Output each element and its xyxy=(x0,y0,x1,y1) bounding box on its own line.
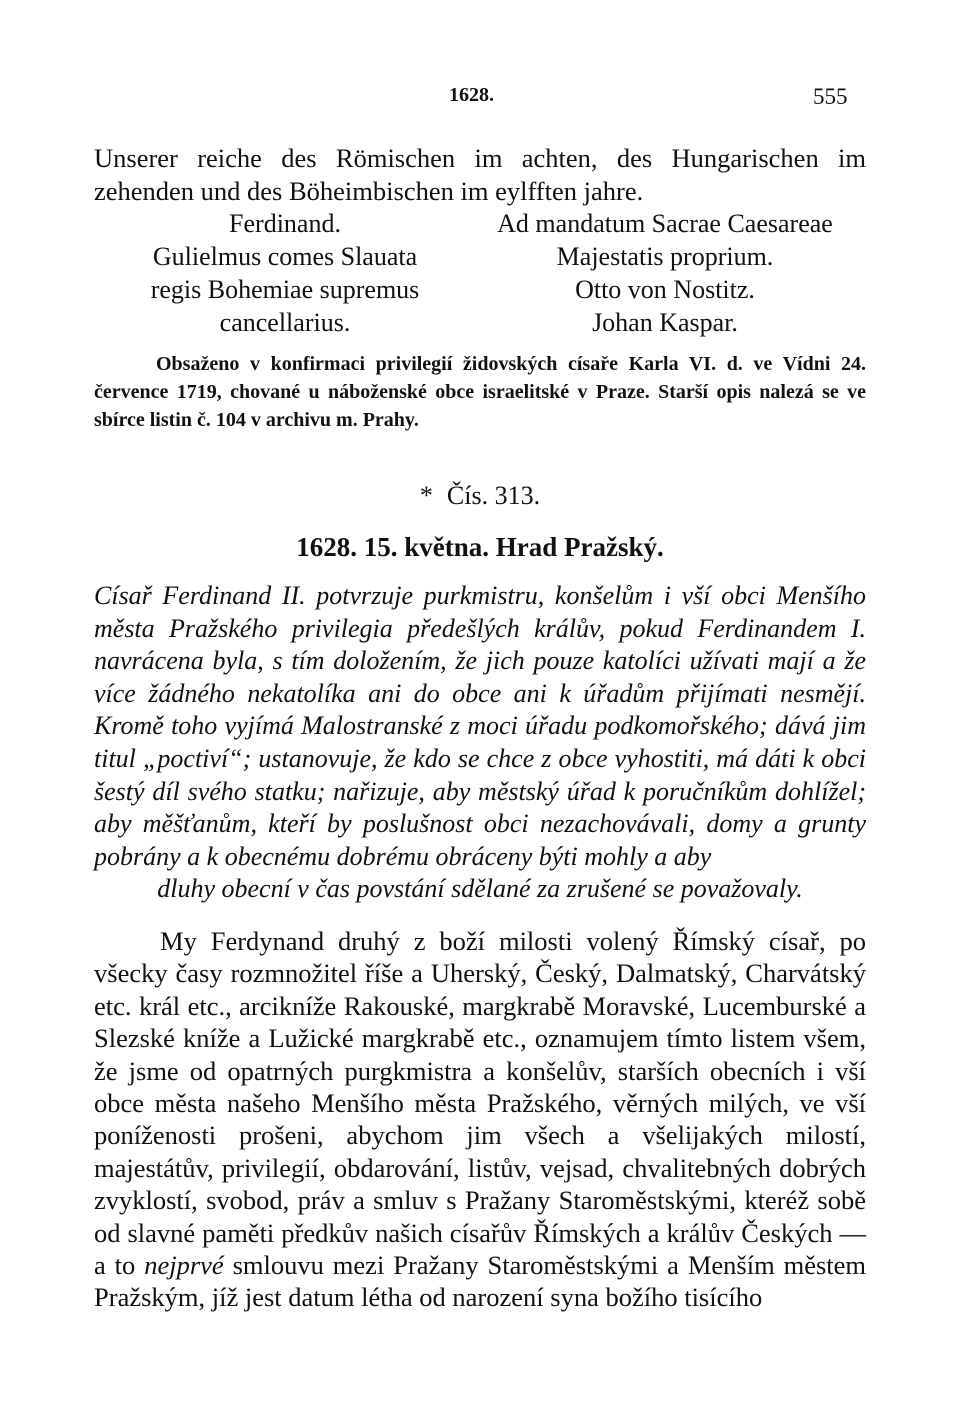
source-note-text: Obsaženo v konfirmaci privilegií židovských císaře Karla VI. d. ve Vídni 24. července 1719, chované u náboženské obce israelitské v Praze. Starší opis nalezá se ve sbírce listin č. 104 v archivu m. Prahy. xyxy=(94,353,866,431)
signature-line: Ferdinand. xyxy=(229,209,341,238)
signature-line: cancellarius. xyxy=(219,308,351,337)
signature-line: Johan Kaspar. xyxy=(592,308,738,337)
closing-formula xyxy=(94,142,866,208)
closing-text: Unserer reiche des Römischen im achten, des Hungarischen im zehenden und des Böheimbischen im eylfften jahre. xyxy=(94,143,866,206)
running-year: 1628. xyxy=(449,84,494,106)
asterisk-mark: * xyxy=(419,481,433,510)
document-date-place: 1628. 15. května. Hrad Pražský. xyxy=(296,532,664,562)
charter-paragraph xyxy=(94,925,866,1314)
signature-line: Gulielmus comes Slauata xyxy=(152,242,418,271)
signature-line: regis Bohemiae supremus xyxy=(150,275,420,304)
regest-last-line: dluhy obecní v čas povstání sdělané za zrušené se považovaly. xyxy=(157,874,803,904)
charter-text-after: smlouvu mezi Pražany Staroměstskými a Menším městem Pražským, jíž jest datum létha od narození syna božího tisícího xyxy=(94,1250,867,1313)
signature-line: Otto von Nostitz. xyxy=(575,275,755,304)
document-number xyxy=(0,479,960,513)
signature-left xyxy=(120,207,450,339)
regest xyxy=(94,580,866,906)
charter-text xyxy=(94,925,866,1314)
signature-right xyxy=(470,207,860,339)
source-note xyxy=(94,350,866,434)
signature-line: Ad mandatum Sacrae Caesareae xyxy=(497,209,833,238)
running-header xyxy=(0,84,960,114)
page-number: 555 xyxy=(813,84,848,109)
regest-text: Císař Ferdinand II. potvrzuje purkmistru, konšelům i vší obci Menšího města Pražského privilegia předešlých králův, pokud Ferdinandem I. navrácena byla, s tím doložením, že jich pouze katolíci užívati mají a že více žádného nekatolíka ani do obce ani k úřadům přijímati nesmějí. Kromě toho vyjímá Malostranské z moci úřadu podkomořského; dává jim titul „poctiví“; ustanovuje, že kdo se chce z obce vyhostiti, má dáti k obci šestý díl svého statku; nařizuje, aby městský úřad k poručníkům dohlížel; aby měšťanům, kteří by poslušnost obci nezachovávali, domy a grunty pobrány a k obecnému dobrému obráceny býti mohly a aby xyxy=(94,581,866,871)
charter-emphasis: nejprvé xyxy=(144,1250,224,1281)
document-number-text: Čís. 313. xyxy=(446,481,541,510)
charter-text-before: My Ferdynand druhý z boží milosti volený Římský císař, po všecky časy rozmnožitel říše a Uherský, Český, Dalmatský, Charvátský etc. král etc., arcikníže Rakouské, margkrabě Moravské, Lucemburské a Slezské kníže a Lužické margkrabě etc., oznamujem tímto listem všem, že jsme od opatrných purgkmistra a konšelův, starších obecních i vší obce města našeho Menšího města Pražského, věrných milých, ve vší poníženosti prošeni, abychom jim všech a všelijakých milostí, majestátův, privilegií, obdarování, listův, vejsad, chvalitebných dobrých zvyklostí, svobod, práv a smluv s Pražany Staroměstskými, kteréž sobě od slavné paměti předkův našich císařův Římských a králův Českých — a to xyxy=(94,926,866,1281)
signature-line: Majestatis proprium. xyxy=(556,242,774,271)
